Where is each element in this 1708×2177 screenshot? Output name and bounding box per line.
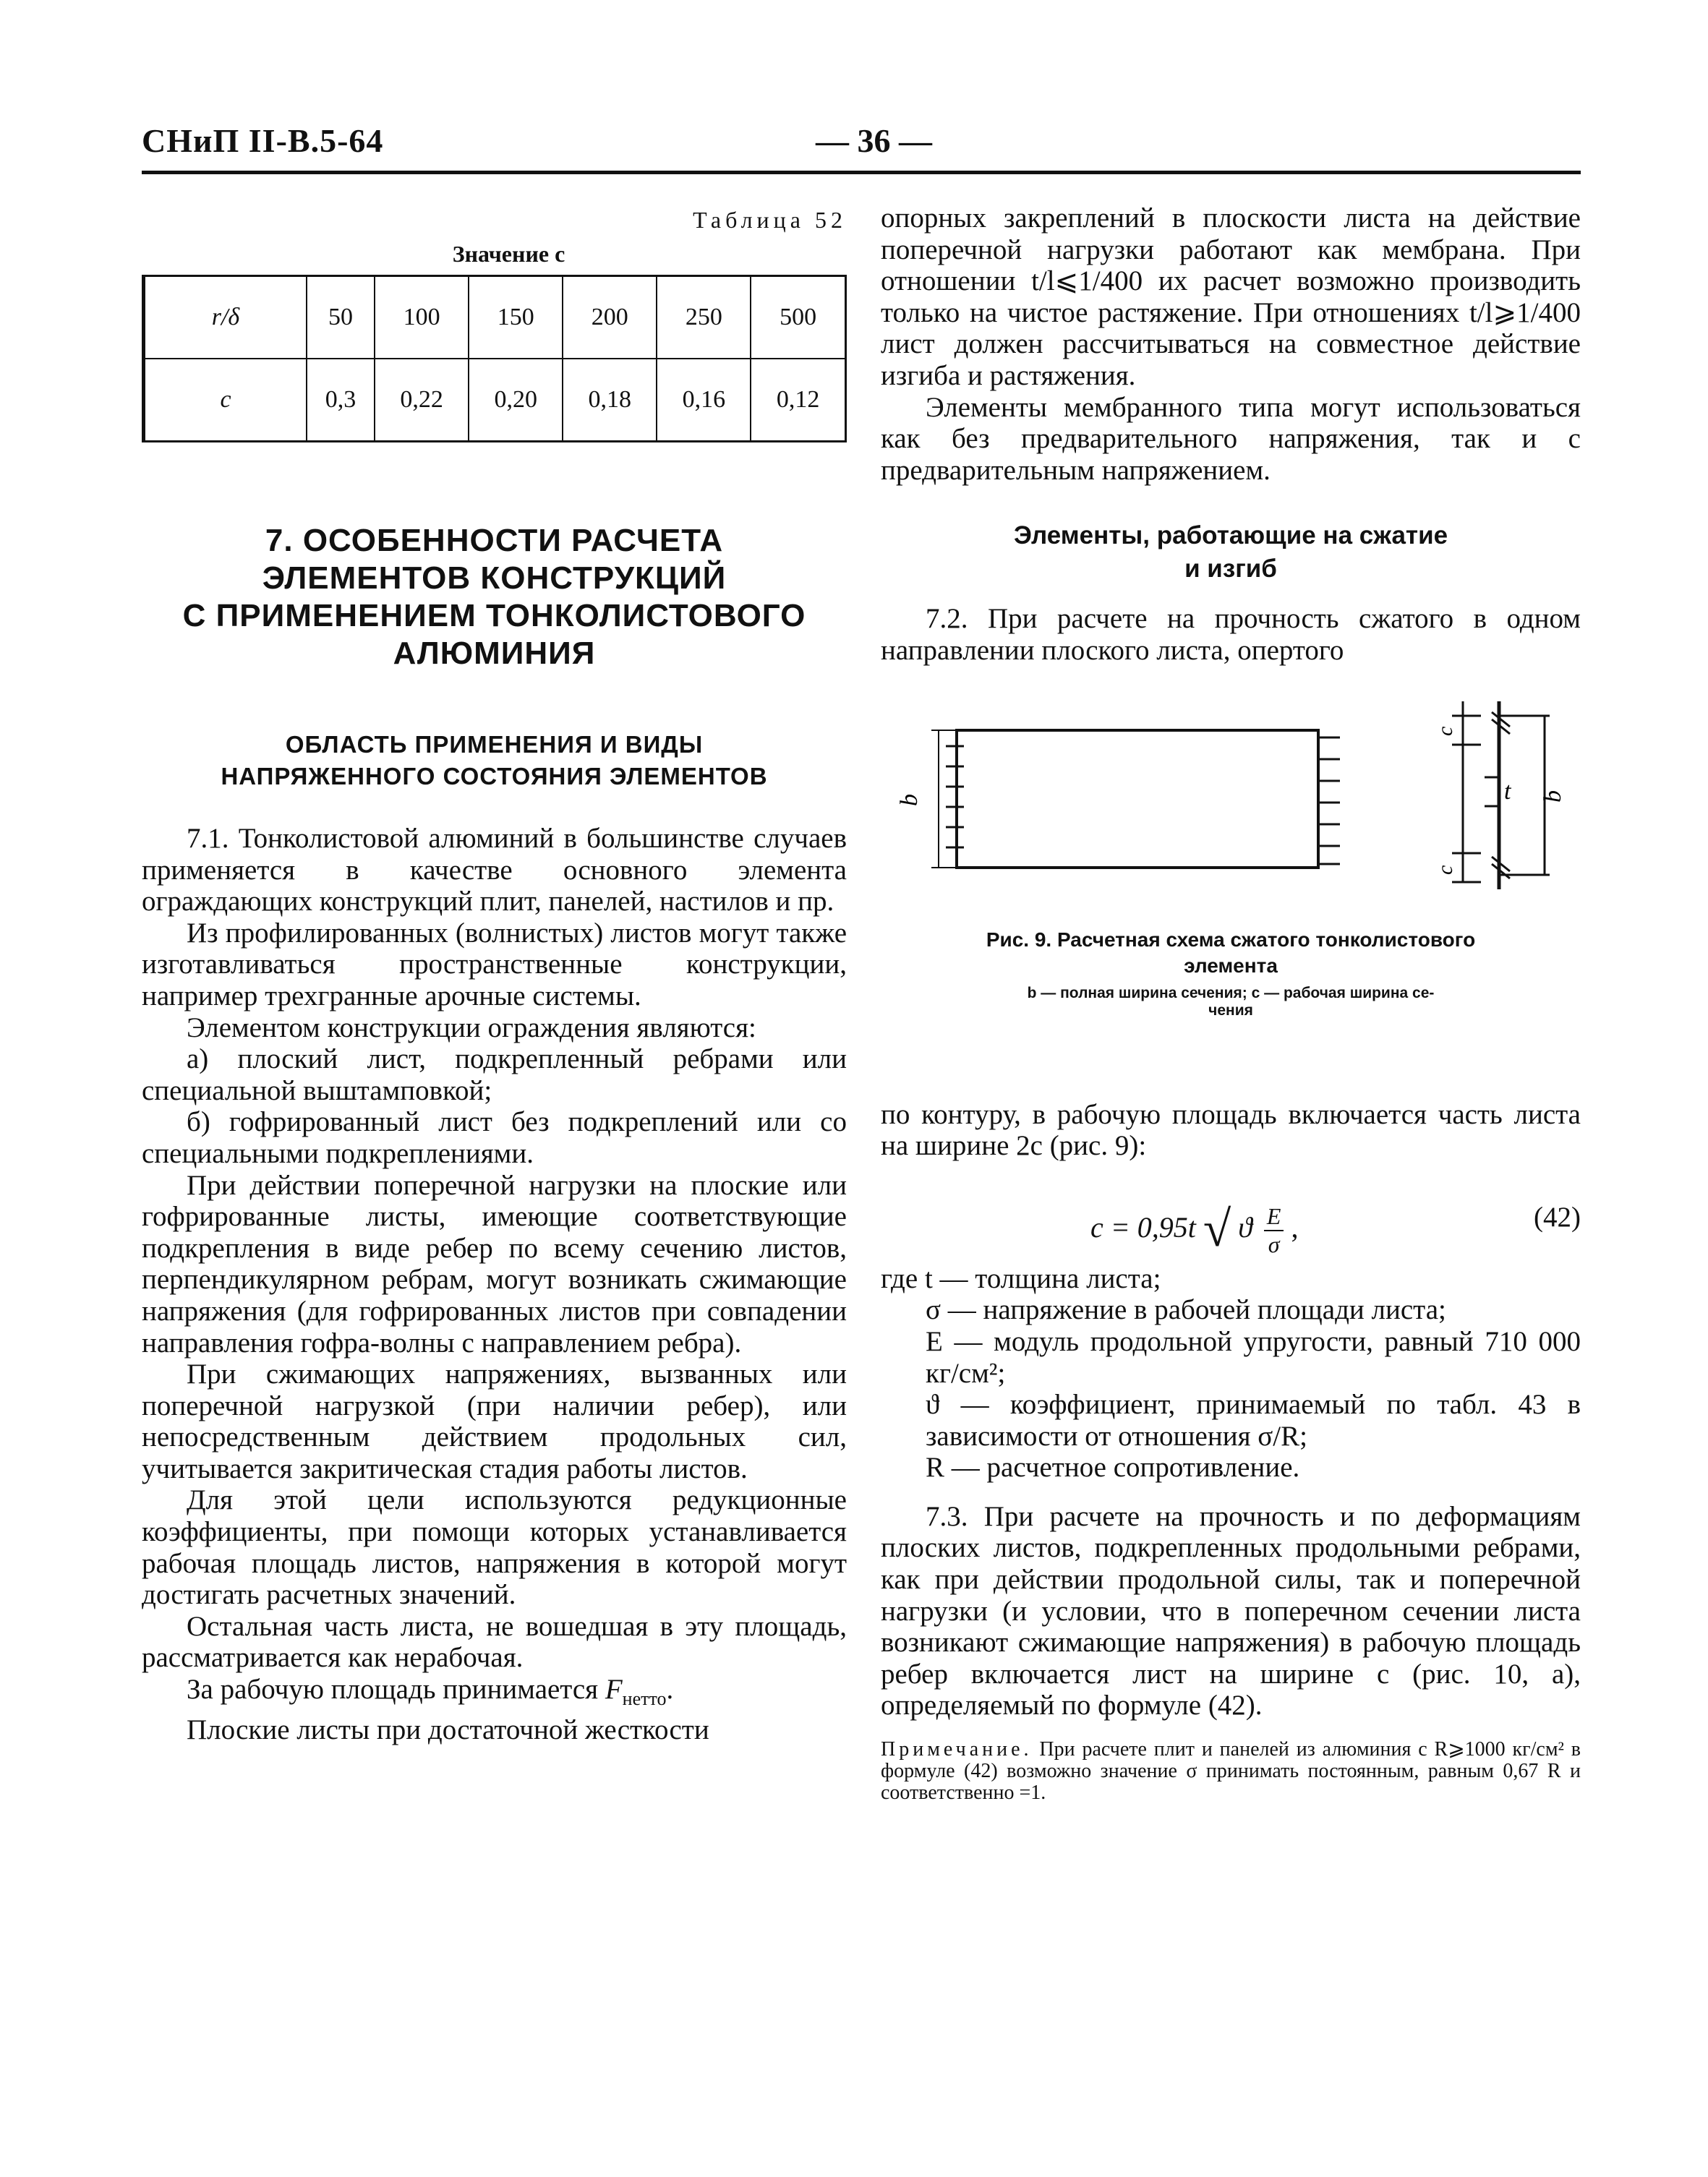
subsection-title-right: [881, 519, 1581, 586]
table-cell: 0,22: [375, 359, 469, 442]
paragraph: 7.2. При расчете на прочность сжатого в одном направлении плоского листа, опертого: [881, 603, 1581, 666]
paragraph: 7.1. Тонколистовой алюминий в большинстве случаев применяется в качестве основного элемента ограждающих конструкций плит, панелей, настилов и пр.: [142, 823, 847, 918]
formula-theta: ϑ: [1238, 1210, 1252, 1244]
table-cell: 100: [375, 276, 469, 359]
label-c-bottom: c: [1433, 865, 1457, 875]
header-rule: [142, 171, 1581, 174]
row-label: r/δ: [144, 276, 307, 359]
figure-caption-line: Рис. 9. Расчетная схема сжатого тонколистового: [986, 928, 1476, 951]
table-cell: 0,12: [751, 359, 845, 442]
table-cell: 0,3: [307, 359, 375, 442]
left-load-arrows: [946, 746, 964, 847]
figure-caption: [881, 927, 1581, 979]
plate-diagram: [881, 701, 1581, 925]
paragraph: Элементы мембранного типа могут использоваться как без предварительного напряжения, так и с предварительным напряжением.: [881, 391, 1581, 486]
left-column: [142, 202, 847, 1746]
definition: R — расчетное сопротивление.: [926, 1452, 1300, 1484]
table-cell: 250: [657, 276, 751, 359]
section-title-line: 7. ОСОБЕННОСТИ РАСЧЕТА: [265, 523, 724, 558]
note-label: Примечание.: [881, 1738, 1033, 1761]
list-item: а) плоский лист, подкрепленный ребрами или специальной выштамповкой;: [142, 1043, 847, 1106]
subsection-title-line: НАПРЯЖЕННОГО СОСТОЯНИЯ ЭЛЕМЕНТОВ: [221, 763, 768, 790]
sqrt-sign: √: [1203, 1201, 1231, 1257]
formula-fraction: [1264, 1203, 1284, 1258]
section-title-line: С ПРИМЕНЕНИЕМ ТОНКОЛИСТОВОГО: [182, 598, 806, 633]
formula-body: c = 0,95t √ ϑ $\frac{E}{\sigma}$ ,: [1090, 1201, 1299, 1257]
section-title-line: АЛЮМИНИЯ: [393, 636, 596, 671]
figure-legend-line: чения: [1208, 1001, 1253, 1019]
note-text: При расчете плит и панелей из алюминия с R⩾1000 кг/см² в формуле (42) возможно значение σ принимать постоянным, равным 0,67 R и соответственно =1.: [881, 1738, 1581, 1805]
table-row: [144, 359, 846, 442]
table-52: [142, 275, 847, 442]
paragraph-text: За рабочую площадь принимается: [187, 1674, 605, 1706]
label-c-top: c: [1433, 726, 1457, 736]
formula-lhs: c = 0,95t: [1090, 1210, 1196, 1244]
right-column: [881, 202, 1581, 1804]
section-title: [142, 522, 847, 672]
paragraph: Остальная часть листа, не вошедшая в эту площадь, рассматривается как нерабочая.: [142, 1610, 847, 1674]
paragraph: по контуру, в рабочую площадь включается часть листа на ширине 2c (рис. 9):: [881, 1098, 1581, 1162]
paragraph: Плоские листы при достаточной жесткости: [187, 1714, 709, 1746]
list-item: б) гофрированный лист без подкреплений или со специальными подкреплениями.: [142, 1106, 847, 1169]
table-cell: 500: [751, 276, 845, 359]
subsection-title: [142, 729, 847, 792]
table-cell: 150: [469, 276, 563, 359]
table-caption: Значение c: [452, 241, 565, 267]
paragraph-tail: .: [666, 1674, 674, 1706]
fraction-numerator: E: [1264, 1203, 1284, 1231]
table-cell: 200: [563, 276, 657, 359]
figure-legend: [881, 985, 1581, 1019]
definition: где t — толщина листа;: [881, 1262, 1161, 1294]
formula-number: (42): [1534, 1201, 1581, 1233]
figure-9: [881, 701, 1581, 925]
definition: σ — напряжение в рабочей площади листа;: [926, 1294, 1446, 1326]
subscript-netto: нетто: [622, 1688, 667, 1709]
paragraph: Элементом конструкции ограждения являются:: [187, 1011, 756, 1043]
row-label: c: [144, 359, 307, 442]
right-load-arrows: [1318, 737, 1340, 864]
section-view: [1452, 701, 1550, 889]
definition: ϑ — коэффициент, принимаемый по табл. 43 в зависимости от отношения σ/R;: [926, 1389, 1581, 1452]
subsection-title-line: Элементы, работающие на сжатие: [1013, 521, 1448, 550]
table-cell: 0,18: [563, 359, 657, 442]
table-cell: 0,20: [469, 359, 563, 442]
fraction-denominator: σ: [1268, 1231, 1280, 1257]
section-title-line: ЭЛЕМЕНТОВ КОНСТРУКЦИЙ: [262, 560, 727, 596]
table-cell: 0,16: [657, 359, 751, 442]
paragraph: Из профилированных (волнистых) листов могут также изготавливаться пространственные конструкции, например трехгранные арочные системы.: [142, 917, 847, 1011]
label-b-section: b: [1540, 790, 1566, 803]
page-number: — 36 —: [816, 122, 932, 159]
paragraph: 7.3. При расчете на прочность и по деформациям плоских листов, подкрепленных продольными ребрами, как при действии продольной силы, так и поперечной нагрузки (и условии, что в поперечном сечении листа возникают сжимающие напряжения) в рабочую площадь ребер включается лист на ширине c (рис. 10, а), определяемый по формуле (42).: [881, 1500, 1581, 1722]
label-t: t: [1504, 777, 1511, 805]
formula-definitions: [881, 1263, 1581, 1484]
paragraph: При действии поперечной нагрузки на плоские или гофрированные листы, имеющие соответствующие подкрепления в виде ребер по всему сечению листов, перпендикулярном ребрам, могут возникать сжимающие напряжения (для гофрированных листов при совпадении направления гофра-волны с направлением ребра).: [142, 1169, 847, 1359]
symbol-f: F: [605, 1674, 623, 1706]
paragraph: [142, 1674, 847, 1714]
subsection-title-line: ОБЛАСТЬ ПРИМЕНЕНИЯ И ВИДЫ: [285, 731, 704, 758]
paragraph: При сжимающих напряжениях, вызванных или поперечной нагрузкой (при наличии ребер), или непосредственным действием продольных сил, учитывается закритическая стадия работы листов.: [142, 1359, 847, 1484]
plate-outline: [957, 730, 1318, 868]
figure-caption-line: элемента: [1184, 954, 1278, 977]
paragraph: Для этой цели используются редукционные коэффициенты, при помощи которых устанавливается рабочая площадь листов, напряжения в которой могут достигать расчетных значений.: [142, 1484, 847, 1611]
formula-42: [881, 1176, 1581, 1263]
subsection-title-line: и изгиб: [1184, 555, 1277, 583]
definition: E — модуль продольной упругости, равный 710 000 кг/см²;: [926, 1325, 1581, 1389]
paragraph: опорных закреплений в плоскости листа на действие поперечной нагрузки работают как мембрана. При отношении t/l⩽1/400 их расчет возможно производить только на чистое растяжение. При отношениях t/l⩾1/400 лист должен рассчитываться на совместное действие изгиба и растяжения.: [881, 202, 1581, 391]
table-row: [144, 276, 846, 359]
figure-legend-line: b — полная ширина сечения; c — рабочая ширина се-: [1027, 984, 1435, 1001]
table-cell: 50: [307, 276, 375, 359]
note: [881, 1739, 1581, 1804]
label-b: b: [896, 793, 923, 806]
table-number: Таблица 52: [693, 207, 847, 233]
document-code: СНиП II-В.5-64: [142, 122, 384, 159]
